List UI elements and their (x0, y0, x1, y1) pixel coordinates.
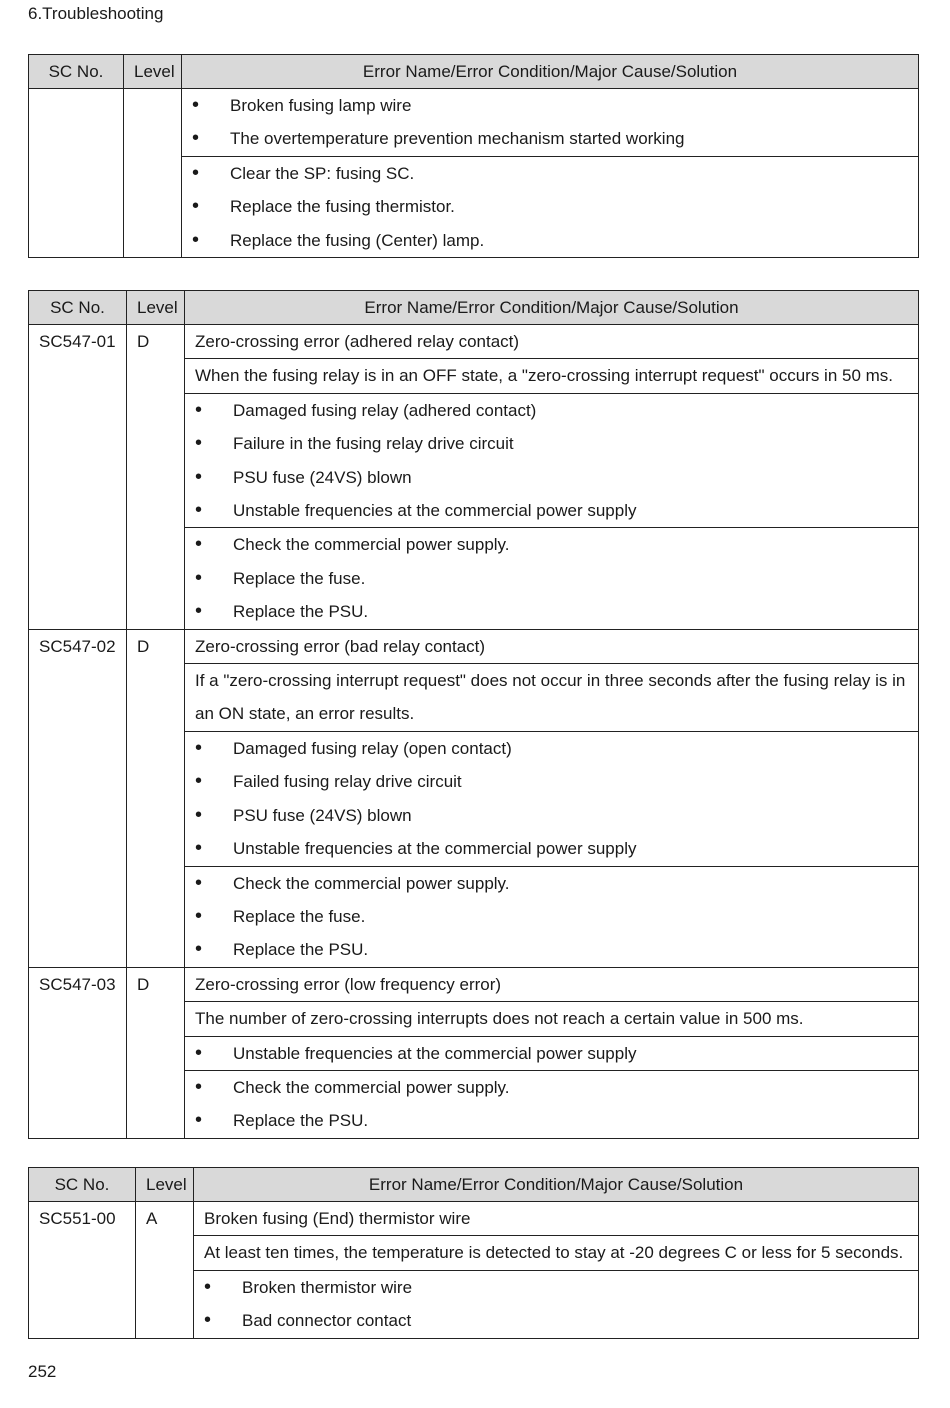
page-header: 6.Troubleshooting (28, 4, 164, 23)
solution-cell (185, 866, 919, 967)
list-item: • Unstable frequencies at the commercial power supply (195, 1037, 908, 1070)
list-item: • Check the commercial power supply. (195, 867, 908, 900)
list-item: • Replace the fuse. (195, 900, 908, 933)
list-item: • Broken fusing lamp wire (192, 89, 908, 122)
list-item: • Clear the SP: fusing SC. (192, 157, 908, 190)
column-header-sc-no: SC No. (29, 291, 127, 325)
error-condition-cell: The number of zero-crossing interrupts does not reach a certain value in 500 ms. (185, 1002, 919, 1036)
cause-cell (185, 1036, 919, 1070)
sc-code-cell (29, 89, 124, 258)
solution-cell (185, 528, 919, 629)
list-item: • Replace the PSU. (195, 595, 908, 628)
list-item: • Failure in the fusing relay drive circuit (195, 427, 908, 460)
sc-code-cell: SC547-02 (29, 629, 127, 967)
column-header-level: Level (136, 1168, 194, 1202)
column-header-sc-no: SC No. (29, 55, 124, 89)
error-condition-cell: If a "zero-crossing interrupt request" does not occur in three seconds after the fusing relay is in an ON state, an error results. (185, 664, 919, 732)
cause-cell (185, 393, 919, 528)
level-cell: D (127, 967, 185, 1138)
error-name-cell: Zero-crossing error (adhered relay contact) (185, 325, 919, 359)
cause-cell (185, 731, 919, 866)
list-item: • PSU fuse (24VS) blown (195, 799, 908, 832)
list-item: • Broken thermistor wire (204, 1271, 908, 1304)
list-item: • Unstable frequencies at the commercial power supply (195, 494, 908, 527)
list-item: • Check the commercial power supply. (195, 528, 908, 561)
list-item: • Check the commercial power supply. (195, 1071, 908, 1104)
sc-code-cell: SC551-00 (29, 1202, 136, 1339)
cause-cell (182, 89, 919, 157)
sc-code-cell: SC547-03 (29, 967, 127, 1138)
cause-cell (194, 1270, 919, 1338)
list-item: • Damaged fusing relay (adhered contact) (195, 394, 908, 427)
list-item: • Replace the PSU. (195, 1104, 908, 1137)
column-header-level: Level (124, 55, 182, 89)
column-header-sc-no: SC No. (29, 1168, 136, 1202)
column-header-description: Error Name/Error Condition/Major Cause/Solution (185, 291, 919, 325)
column-header-level: Level (127, 291, 185, 325)
list-item: • Unstable frequencies at the commercial power supply (195, 832, 908, 865)
solution-cell (182, 156, 919, 257)
column-header-description: Error Name/Error Condition/Major Cause/Solution (194, 1168, 919, 1202)
list-item: • Failed fusing relay drive circuit (195, 765, 908, 798)
error-name-cell: Zero-crossing error (bad relay contact) (185, 629, 919, 663)
error-condition-cell: When the fusing relay is in an OFF state, a "zero-crossing interrupt request" occurs in 50 ms. (185, 359, 919, 393)
list-item: • Replace the fusing (Center) lamp. (192, 224, 908, 257)
level-cell: D (127, 325, 185, 630)
sc551-table (28, 1167, 919, 1339)
sc547-table (28, 290, 919, 1139)
error-name-cell: Broken fusing (End) thermistor wire (194, 1202, 919, 1236)
list-item: • PSU fuse (24VS) blown (195, 461, 908, 494)
page-number: 252 (28, 1362, 57, 1381)
list-item: • Replace the fuse. (195, 562, 908, 595)
list-item: • Bad connector contact (204, 1304, 908, 1337)
list-item: • Damaged fusing relay (open contact) (195, 732, 908, 765)
level-cell: A (136, 1202, 194, 1339)
column-header-description: Error Name/Error Condition/Major Cause/Solution (182, 55, 919, 89)
error-name-cell: Zero-crossing error (low frequency error) (185, 967, 919, 1001)
level-cell: D (127, 629, 185, 967)
error-condition-cell: At least ten times, the temperature is detected to stay at -20 degrees C or less for 5 seconds. (194, 1236, 919, 1270)
level-cell (124, 89, 182, 258)
list-item: • Replace the fusing thermistor. (192, 190, 908, 223)
sc-code-cell: SC547-01 (29, 325, 127, 630)
list-item: • The overtemperature prevention mechanism started working (192, 122, 908, 155)
list-item: • Replace the PSU. (195, 933, 908, 966)
sc-table-continued (28, 54, 919, 258)
solution-cell (185, 1070, 919, 1138)
